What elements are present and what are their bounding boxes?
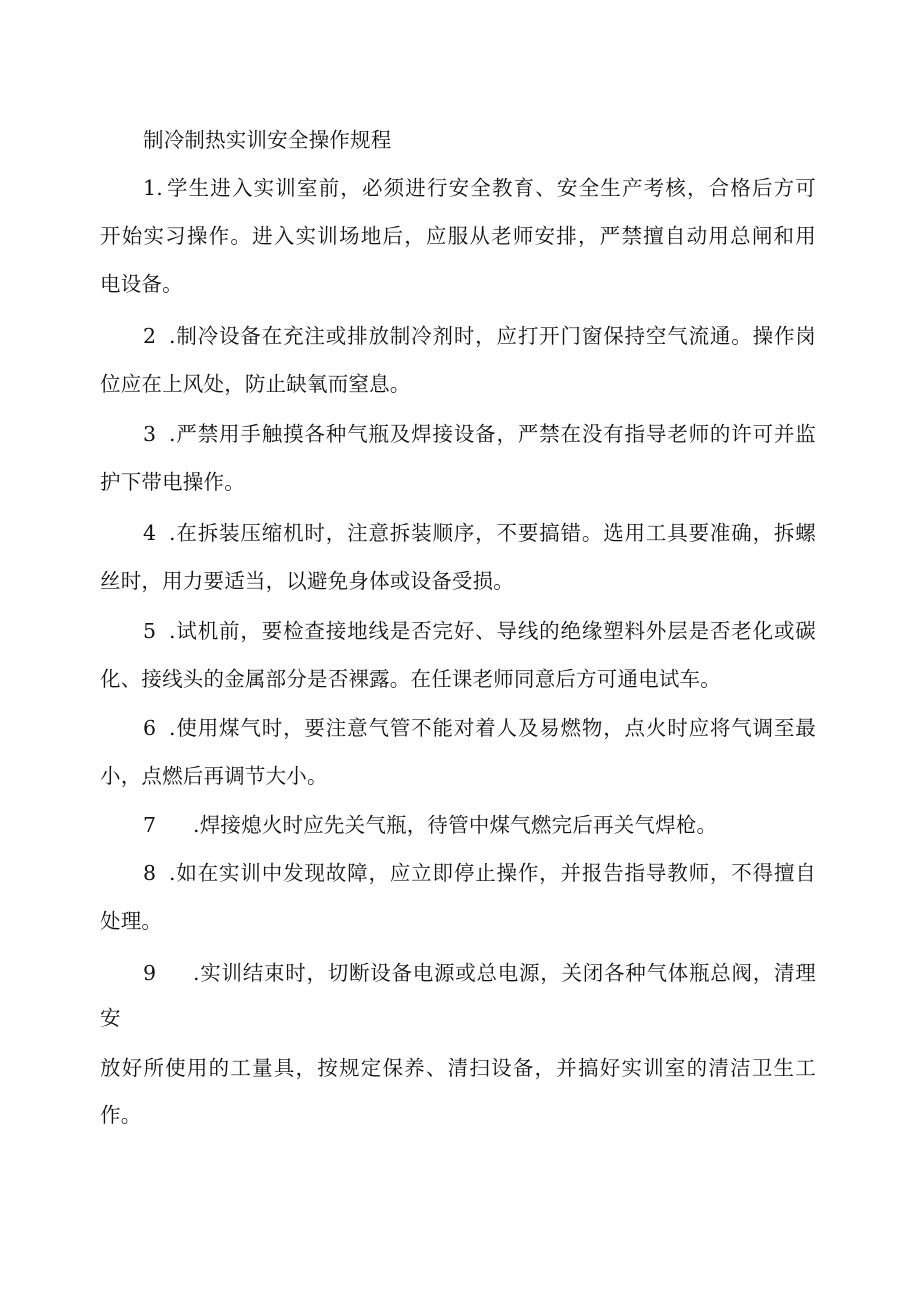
item-1-line-3: 电设备。 [100, 272, 183, 296]
item-3-text: .严禁用手触摸各种气瓶及焊接设备，严禁在没有指导老师的许可并监 [169, 422, 816, 446]
item-7-line-1 [143, 811, 717, 839]
item-9-line-2: 安 [100, 1006, 121, 1030]
item-1-line-2: 开始实习操作。进入实训场地后，应服从老师安排，严禁擅自动用总闸和用 [100, 224, 816, 248]
item-1-text: 学生进入实训室前，必须进行安全教育、安全生产考核，合格后方可 [166, 176, 816, 200]
item-3-number: 3 [143, 422, 157, 446]
item-4-line-2: 丝时，用力要适当，以避免身体或设备受损。 [100, 569, 514, 593]
item-1-line-1 [143, 174, 816, 202]
item-6-line-2: 小，点燃后再调节大小。 [100, 764, 328, 788]
item-2-text: .制冷设备在充注或排放制冷剂时，应打开门窗保持空气流通。操作岗 [169, 324, 816, 348]
item-3-line-1 [143, 420, 816, 448]
item-7-text: .焊接熄火时应先关气瓶，待管中煤气燃完后再关气焊枪。 [193, 813, 718, 837]
item-5-line-2: 化、接线头的金属部分是否裸露。在任课老师同意后方可通电试车。 [100, 667, 721, 691]
item-5-line-1 [143, 617, 816, 645]
item-3-line-2: 护下带电操作。 [100, 470, 245, 494]
item-2-line-2: 位应在上风处，防止缺氧而窒息。 [100, 372, 411, 396]
item-8-number: 8 [143, 861, 157, 885]
item-4-number: 4 [143, 521, 157, 545]
item-2-number: 2 [143, 324, 157, 348]
item-9-text: .实训结束时，切断设备电源或总电源，关闭各种气体瓶总阀，清理 [193, 961, 816, 985]
item-6-number: 6 [143, 716, 157, 740]
item-7-number: 7 [143, 813, 157, 837]
item-6-line-1 [143, 714, 816, 742]
item-9-line-4: 作。 [100, 1103, 142, 1127]
item-4-line-1 [143, 519, 816, 547]
item-5-text: .试机前，要检查接地线是否完好、导线的绝缘塑料外层是否老化或碳 [169, 619, 816, 643]
item-9-line-3: 放好所使用的工量具，按规定保养、清扫设备，并搞好实训室的清洁卫生工 [100, 1056, 816, 1080]
item-4-text: .在拆装压缩机时，注意拆装顺序，不要搞错。选用工具要准确，拆螺 [169, 521, 816, 545]
item-1-number: 1. [143, 176, 163, 200]
item-9-number: 9 [143, 961, 157, 985]
document-title: 制冷制热实训安全操作规程 [143, 128, 392, 152]
item-8-text: .如在实训中发现故障，应立即停止操作，并报告指导教师，不得擅自 [169, 861, 816, 885]
item-9-line-1 [143, 959, 816, 987]
item-2-line-1 [143, 322, 816, 350]
item-6-text: .使用煤气时，要注意气管不能对着人及易燃物，点火时应将气调至最 [169, 716, 816, 740]
item-8-line-1 [143, 859, 816, 887]
item-5-number: 5 [143, 619, 157, 643]
item-8-line-2: 处理。 [100, 909, 163, 933]
